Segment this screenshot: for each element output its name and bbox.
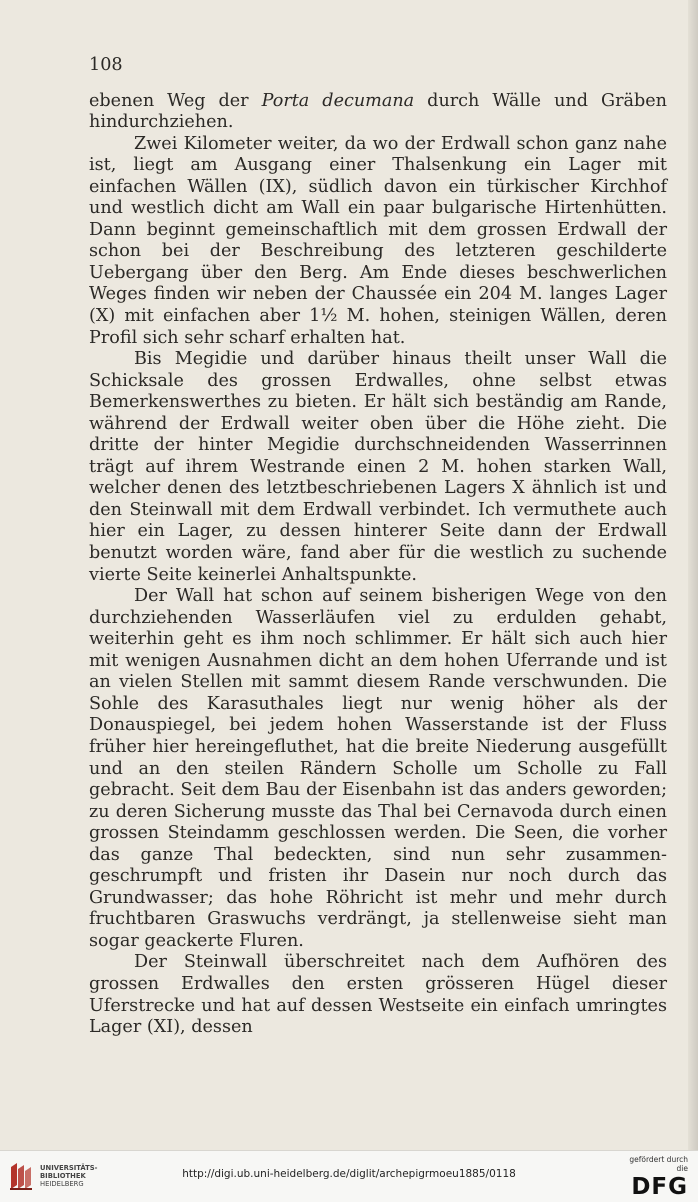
library-line-3: HEIDELBERG bbox=[40, 1180, 84, 1189]
funding-label: gefördert durch die bbox=[629, 1155, 688, 1173]
paragraph-2: Zwei Kilometer weiter, da wo der Erdwall schon ganz nahe ist, liegt am Ausgang einer Thalsenkung ein Lager mit einfachen Wällen (IX), südlich davon ein türkischer Kirchhof und westlich dicht am Wall ein paar bulgarische Hirtenhütten. Dann beginnt gemeinschaftlich mit dem grossen Erdwall der schon bei der Beschreibung des letzteren geschilderte Uebergang über den Berg. Am Ende dieses beschwerlichen Weges finden wir neben der Chaussée ein 204 M. langes Lager (X) mit einfachen aber 1½ M. hohen, steinigen Wällen, deren Profil sich sehr scharf erhalten hat. bbox=[89, 133, 667, 348]
paragraph-3: Bis Megidie und darüber hinaus theilt unser Wall die Schicksale des grossen Erdwalles, ohne selbst etwas Bemerkenswerthes zu bieten. Er hält sich beständig am Rande, während der Erdwall weiter oben über die Höhe zieht. Die dritte der hinter Megidie durchschneidenden Wasserrinnen trägt auf ihrem Westrande einen 2 M. hohen starken Wall, welcher denen des letztbeschriebenen Lagers X ähnlich ist und den Steinwall mit dem Erdwall verbindet. Ich vermuthete auch hier ein Lager, zu dessen hinterer Seite dann der Erdwall benutzt worden wäre, fand aber für die westlich zu suchende vierte Seite keinerlei Anhaltspunkte. bbox=[89, 349, 667, 585]
paragraph-5: Der Steinwall überschreitet nach dem Aufhören des grossen Erdwalles den ersten grösseren Hügel dieser Uferstrecke und hat auf dessen Westseite ein einfach umringtes Lager (XI), dessen bbox=[89, 952, 667, 1038]
funding-credit[interactable] bbox=[618, 1155, 688, 1199]
viewer-footer bbox=[0, 1150, 698, 1202]
dfg-logo: DFG bbox=[631, 1174, 688, 1200]
library-line-2: BIBLIOTHEK bbox=[40, 1172, 86, 1181]
paragraph-4: Der Wall hat schon auf seinem bisherigen Wege von den durchziehenden Wasserläufen viel zu erdulden gehabt, weiterhin geht es ihm noch schlimmer. Er hält sich auch hier mit wenigen Ausnahmen dicht an dem hohen Uferrande und ist an vielen Stellen mit sammt diesem Rande verschwunden. Die Sohle des Karasuthales liegt nur wenig höher als der Donauspiegel, bei jedem hohen Wasserstande ist der Fluss früher hier hereingefluthet, hat die breite Niederung ausgefüllt und an den steilen Rändern Scholle um Scholle zu Fall gebracht. Seit dem Bau der Eisenbahn ist das anders geworden; zu deren Sicherung musste das Thal bei Cernavoda durch einen grossen Steindamm geschlossen werden. Die Seen, die vorher das ganze Thal bedeckten, sind nun sehr zusammengeschrumpft und fristen ihr Dasein nur noch durch das Grundwasser; das hohe Röhricht ist mehr und mehr durch fruchtbaren Graswuchs verdrängt, ja stellenweise sieht man sogar geackerte Fluren. bbox=[89, 586, 667, 951]
page-number: 108 bbox=[89, 55, 123, 75]
permalink-url[interactable]: http://digi.ub.uni-heidelberg.de/diglit/archepigrmoeu1885/0118 bbox=[182, 1168, 516, 1180]
library-line-1: UNIVERSITÄTS- bbox=[40, 1164, 98, 1172]
italic-term: Porta decumana bbox=[261, 90, 415, 111]
page-edge bbox=[688, 0, 698, 1150]
page-text bbox=[89, 55, 667, 1039]
paragraph-1: ebenen Weg der Porta decumana durch Wälle und Gräben hindurchziehen. bbox=[89, 90, 667, 133]
